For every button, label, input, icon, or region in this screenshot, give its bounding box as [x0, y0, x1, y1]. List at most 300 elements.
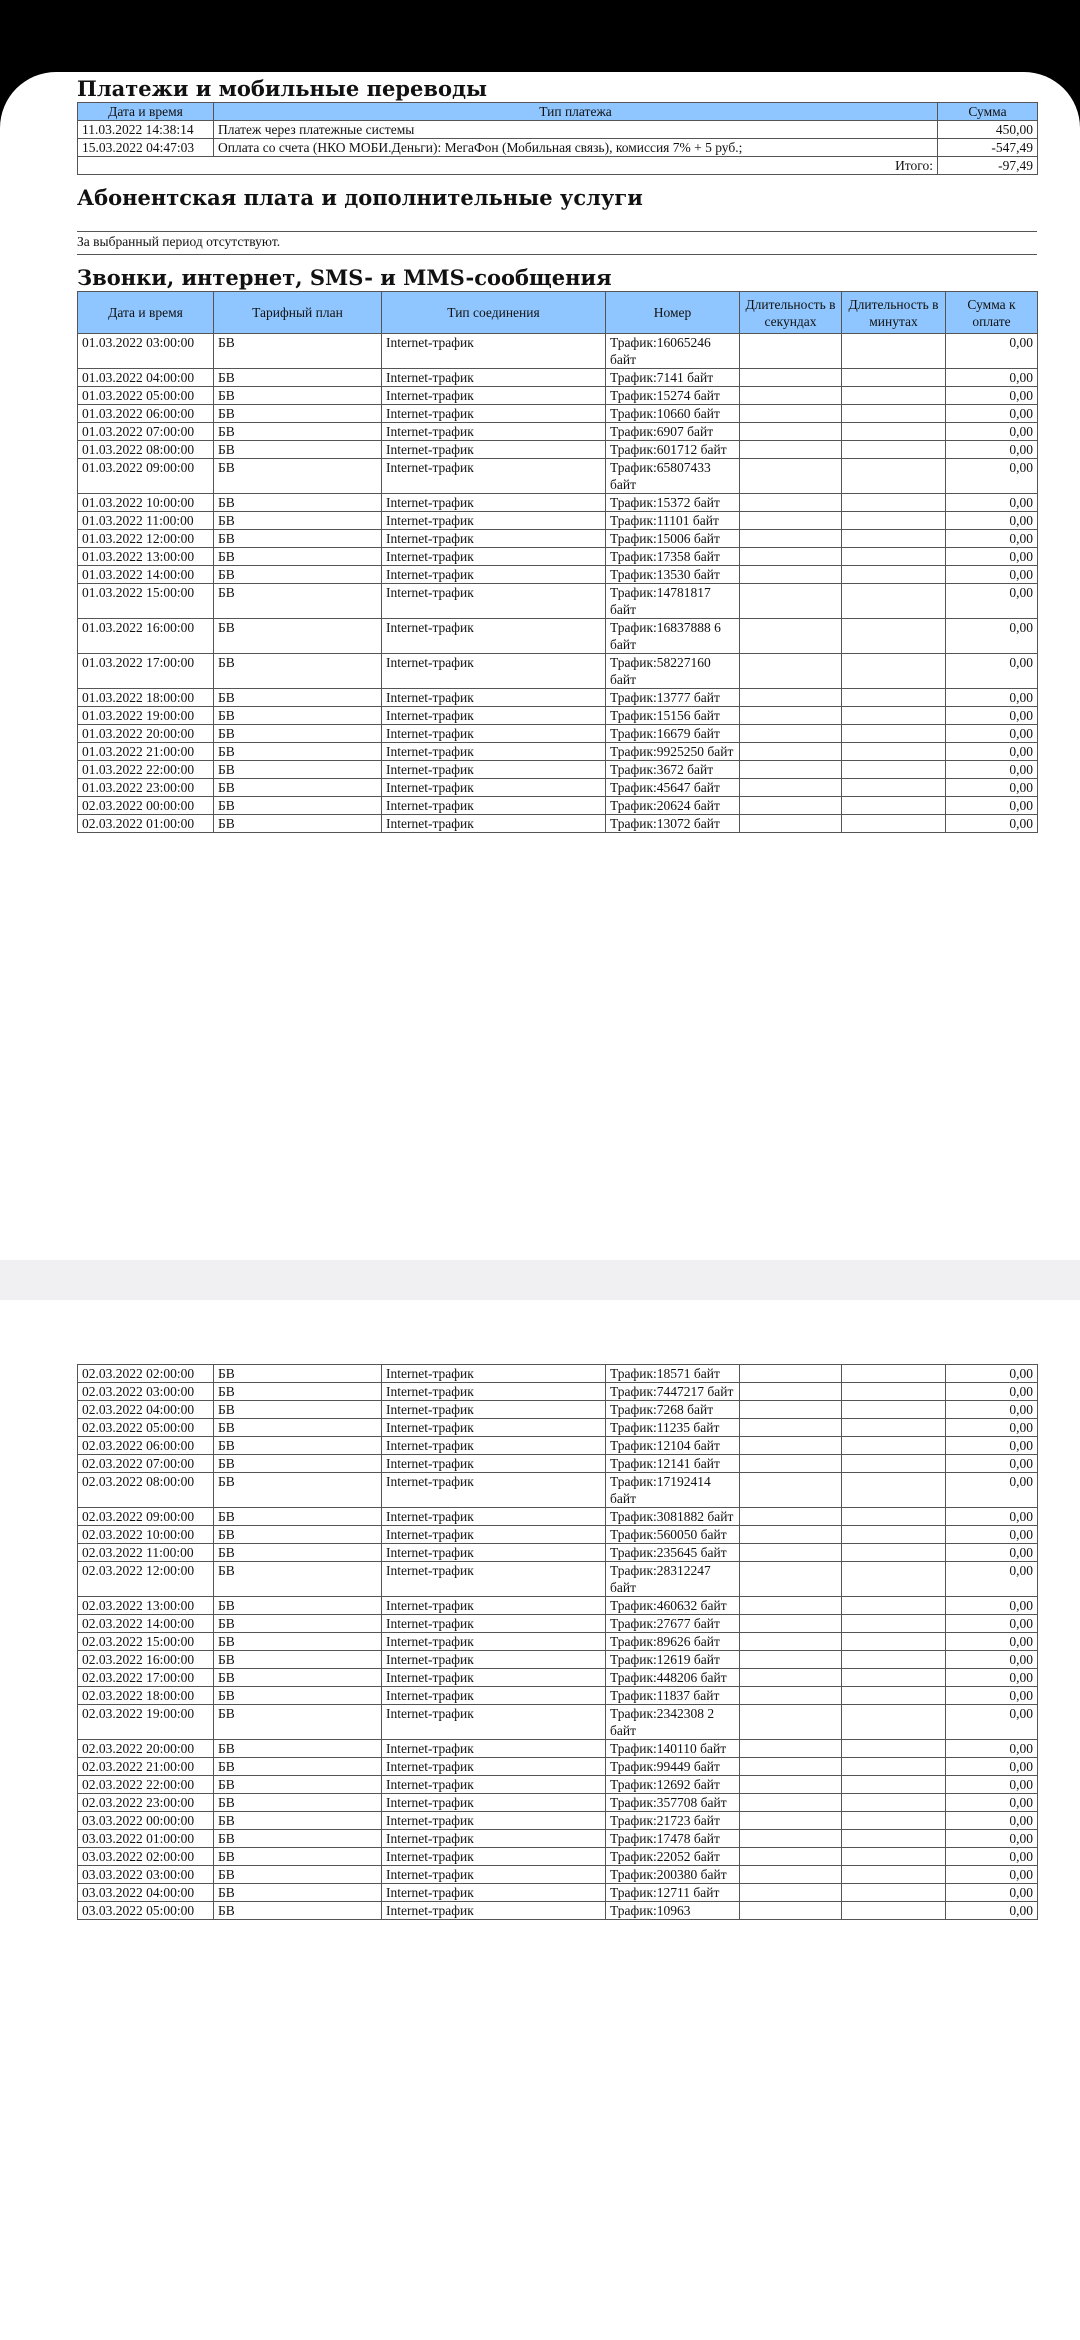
cell-number: Трафик:89626 байт	[606, 1633, 740, 1651]
table-row	[78, 530, 1038, 548]
payments-table	[77, 102, 1038, 175]
cell-amount-due: 0,00	[946, 1419, 1038, 1437]
cell-number: Трафик:18571 байт	[606, 1365, 740, 1383]
cell-connection-type: Internet-трафик	[382, 1669, 606, 1687]
table-row	[78, 441, 1038, 459]
table-row	[78, 689, 1038, 707]
cell-duration-minutes	[842, 1812, 946, 1830]
cell-duration-seconds	[740, 1633, 842, 1651]
cell-amount-due: 0,00	[946, 405, 1038, 423]
cell-connection-type: Internet-трафик	[382, 1687, 606, 1705]
cell-duration-minutes	[842, 743, 946, 761]
cell-tariff: БВ	[214, 1776, 382, 1794]
cell-amount-due: 0,00	[946, 1455, 1038, 1473]
calls-body-page-2	[78, 1365, 1038, 1920]
cell-datetime: 02.03.2022 07:00:00	[78, 1455, 214, 1473]
cell-duration-seconds	[740, 423, 842, 441]
cell-tariff: БВ	[214, 1812, 382, 1830]
cell-amount-due: 0,00	[946, 334, 1038, 369]
cell-amount-due: 0,00	[946, 1794, 1038, 1812]
cell-amount-due: 0,00	[946, 459, 1038, 494]
table-row	[78, 1651, 1038, 1669]
cell-connection-type: Internet-трафик	[382, 1794, 606, 1812]
cell-datetime: 01.03.2022 15:00:00	[78, 584, 214, 619]
cell-tariff: БВ	[214, 1830, 382, 1848]
cell-tariff: БВ	[214, 725, 382, 743]
table-row	[78, 1455, 1038, 1473]
cell-connection-type: Internet-трафик	[382, 619, 606, 654]
cell-datetime: 01.03.2022 19:00:00	[78, 707, 214, 725]
cell-datetime: 01.03.2022 18:00:00	[78, 689, 214, 707]
table-row	[78, 707, 1038, 725]
cell-tariff: БВ	[214, 1902, 382, 1920]
cell-duration-seconds	[740, 1437, 842, 1455]
cell-duration-seconds	[740, 334, 842, 369]
cell-connection-type: Internet-трафик	[382, 459, 606, 494]
cell-connection-type: Internet-трафик	[382, 494, 606, 512]
cell-amount-due: 0,00	[946, 1830, 1038, 1848]
cell-number: Трафик:357708 байт	[606, 1794, 740, 1812]
cell-connection-type: Internet-трафик	[382, 512, 606, 530]
table-row	[78, 139, 1038, 157]
cell-duration-minutes	[842, 405, 946, 423]
table-row	[78, 423, 1038, 441]
cell-duration-minutes	[842, 441, 946, 459]
cell-duration-minutes	[842, 584, 946, 619]
cell-tariff: БВ	[214, 1455, 382, 1473]
cell-tariff: БВ	[214, 743, 382, 761]
cell-duration-seconds	[740, 1669, 842, 1687]
cell-tariff: БВ	[214, 369, 382, 387]
cell-tariff: БВ	[214, 1848, 382, 1866]
cell-number: Трафик:27677 байт	[606, 1615, 740, 1633]
cell-number: Трафик:15156 байт	[606, 707, 740, 725]
cell-tariff: БВ	[214, 1526, 382, 1544]
cell-duration-minutes	[842, 1651, 946, 1669]
cell-duration-minutes	[842, 423, 946, 441]
cell-connection-type: Internet-трафик	[382, 1884, 606, 1902]
table-row	[78, 1615, 1038, 1633]
cell-amount-due: 0,00	[946, 1812, 1038, 1830]
table-row	[78, 334, 1038, 369]
header-duration-seconds: Длительность в секундах	[740, 292, 842, 334]
cell-number: Трафик:9925250 байт	[606, 743, 740, 761]
cell-number: Трафик:45647 байт	[606, 779, 740, 797]
cell-duration-seconds	[740, 654, 842, 689]
cell-duration-minutes	[842, 1884, 946, 1902]
cell-datetime: 01.03.2022 17:00:00	[78, 654, 214, 689]
cell-duration-seconds	[740, 707, 842, 725]
calls-body-page-1	[78, 334, 1038, 833]
cell-duration-seconds	[740, 619, 842, 654]
cell-datetime: 02.03.2022 05:00:00	[78, 1419, 214, 1437]
cell-duration-minutes	[842, 761, 946, 779]
cell-number: Трафик:12104 байт	[606, 1437, 740, 1455]
cell-connection-type: Internet-трафик	[382, 548, 606, 566]
cell-tariff: БВ	[214, 1687, 382, 1705]
cell-datetime: 03.03.2022 03:00:00	[78, 1866, 214, 1884]
cell-duration-seconds	[740, 566, 842, 584]
table-row	[78, 1758, 1038, 1776]
payment-type: Платеж через платежные системы	[214, 121, 938, 139]
cell-duration-minutes	[842, 1419, 946, 1437]
cell-duration-minutes	[842, 707, 946, 725]
header-datetime: Дата и время	[78, 292, 214, 334]
cell-datetime: 03.03.2022 02:00:00	[78, 1848, 214, 1866]
cell-datetime: 02.03.2022 02:00:00	[78, 1365, 214, 1383]
cell-duration-seconds	[740, 761, 842, 779]
cell-duration-seconds	[740, 459, 842, 494]
payment-date: 15.03.2022 04:47:03	[78, 139, 214, 157]
cell-duration-minutes	[842, 1758, 946, 1776]
cell-duration-seconds	[740, 1705, 842, 1740]
cell-number: Трафик:140110 байт	[606, 1740, 740, 1758]
cell-datetime: 02.03.2022 16:00:00	[78, 1651, 214, 1669]
cell-duration-minutes	[842, 1848, 946, 1866]
cell-connection-type: Internet-трафик	[382, 1830, 606, 1848]
cell-duration-minutes	[842, 1615, 946, 1633]
cell-datetime: 01.03.2022 04:00:00	[78, 369, 214, 387]
cell-duration-minutes	[842, 1455, 946, 1473]
table-row	[78, 584, 1038, 619]
cell-tariff: БВ	[214, 1669, 382, 1687]
cell-duration-seconds	[740, 1455, 842, 1473]
cell-connection-type: Internet-трафик	[382, 743, 606, 761]
cell-tariff: БВ	[214, 779, 382, 797]
payment-date: 11.03.2022 14:38:14	[78, 121, 214, 139]
cell-connection-type: Internet-трафик	[382, 1597, 606, 1615]
cell-datetime: 02.03.2022 14:00:00	[78, 1615, 214, 1633]
table-row	[78, 761, 1038, 779]
cell-amount-due: 0,00	[946, 1383, 1038, 1401]
cell-duration-seconds	[740, 1562, 842, 1597]
cell-datetime: 01.03.2022 21:00:00	[78, 743, 214, 761]
cell-datetime: 02.03.2022 03:00:00	[78, 1383, 214, 1401]
cell-datetime: 02.03.2022 17:00:00	[78, 1669, 214, 1687]
cell-number: Трафик:16065246 байт	[606, 334, 740, 369]
payment-type: Оплата со счета (НКО МОБИ.Деньги): МегаФон (Мобильная связь), комиссия 7% + 5 руб.;	[214, 139, 938, 157]
cell-number: Трафик:601712 байт	[606, 441, 740, 459]
cell-duration-minutes	[842, 689, 946, 707]
cell-number: Трафик:10963	[606, 1902, 740, 1920]
cell-connection-type: Internet-трафик	[382, 1562, 606, 1597]
cell-connection-type: Internet-трафик	[382, 441, 606, 459]
table-row	[78, 1812, 1038, 1830]
cell-number: Трафик:28312247 байт	[606, 1562, 740, 1597]
cell-duration-minutes	[842, 619, 946, 654]
cell-duration-seconds	[740, 1473, 842, 1508]
cell-amount-due: 0,00	[946, 441, 1038, 459]
cell-number: Трафик:200380 байт	[606, 1866, 740, 1884]
cell-amount-due: 0,00	[946, 654, 1038, 689]
cell-duration-minutes	[842, 1597, 946, 1615]
cell-duration-seconds	[740, 743, 842, 761]
cell-duration-minutes	[842, 1437, 946, 1455]
cell-connection-type: Internet-трафик	[382, 1776, 606, 1794]
cell-number: Трафик:20624 байт	[606, 797, 740, 815]
table-row	[78, 743, 1038, 761]
cell-duration-seconds	[740, 1884, 842, 1902]
cell-tariff: БВ	[214, 459, 382, 494]
cell-datetime: 03.03.2022 04:00:00	[78, 1884, 214, 1902]
table-row	[78, 459, 1038, 494]
cell-datetime: 02.03.2022 23:00:00	[78, 1794, 214, 1812]
cell-duration-minutes	[842, 566, 946, 584]
page-2-content	[77, 1364, 1037, 1920]
calls-title: Звонки, интернет, SMS- и MMS-сообщения	[77, 265, 612, 290]
cell-datetime: 01.03.2022 13:00:00	[78, 548, 214, 566]
cell-duration-seconds	[740, 1508, 842, 1526]
cell-datetime: 01.03.2022 23:00:00	[78, 779, 214, 797]
cell-duration-seconds	[740, 689, 842, 707]
cell-number: Трафик:15274 байт	[606, 387, 740, 405]
table-row	[78, 654, 1038, 689]
cell-amount-due: 0,00	[946, 1615, 1038, 1633]
cell-duration-seconds	[740, 1848, 842, 1866]
page-1-content	[77, 76, 1037, 833]
cell-duration-seconds	[740, 530, 842, 548]
cell-connection-type: Internet-трафик	[382, 1615, 606, 1633]
cell-duration-minutes	[842, 654, 946, 689]
header-tariff: Тарифный план	[214, 292, 382, 334]
cell-datetime: 02.03.2022 01:00:00	[78, 815, 214, 833]
subscription-title: Абонентская плата и дополнительные услуги	[77, 185, 643, 210]
cell-duration-minutes	[842, 1544, 946, 1562]
cell-connection-type: Internet-трафик	[382, 566, 606, 584]
cell-duration-minutes	[842, 1794, 946, 1812]
cell-amount-due: 0,00	[946, 1544, 1038, 1562]
cell-number: Трафик:2342308 2 байт	[606, 1705, 740, 1740]
cell-connection-type: Internet-трафик	[382, 1544, 606, 1562]
cell-number: Трафик:13530 байт	[606, 566, 740, 584]
cell-amount-due: 0,00	[946, 779, 1038, 797]
cell-duration-minutes	[842, 459, 946, 494]
cell-amount-due: 0,00	[946, 1866, 1038, 1884]
table-row	[78, 369, 1038, 387]
payment-amount: 450,00	[938, 121, 1038, 139]
cell-tariff: БВ	[214, 334, 382, 369]
cell-number: Трафик:14781817 байт	[606, 584, 740, 619]
cell-amount-due: 0,00	[946, 689, 1038, 707]
total-label: Итого:	[214, 157, 938, 175]
cell-number: Трафик:7141 байт	[606, 369, 740, 387]
cell-duration-seconds	[740, 1544, 842, 1562]
subscription-note: За выбранный период отсутствуют.	[77, 234, 281, 249]
cell-number: Трафик:16837888 6 байт	[606, 619, 740, 654]
cell-amount-due: 0,00	[946, 1597, 1038, 1615]
table-row	[78, 1365, 1038, 1383]
cell-duration-seconds	[740, 1615, 842, 1633]
table-row	[78, 566, 1038, 584]
cell-amount-due: 0,00	[946, 1776, 1038, 1794]
cell-amount-due: 0,00	[946, 423, 1038, 441]
table-row	[78, 494, 1038, 512]
cell-duration-seconds	[740, 1365, 842, 1383]
cell-amount-due: 0,00	[946, 566, 1038, 584]
cell-number: Трафик:17358 байт	[606, 548, 740, 566]
payments-title: Платежи и мобильные переводы	[77, 76, 488, 101]
table-row	[78, 779, 1038, 797]
cell-amount-due: 0,00	[946, 1758, 1038, 1776]
cell-duration-minutes	[842, 779, 946, 797]
divider	[77, 231, 1037, 232]
cell-tariff: БВ	[214, 441, 382, 459]
cell-number: Трафик:6907 байт	[606, 423, 740, 441]
cell-number: Трафик:22052 байт	[606, 1848, 740, 1866]
cell-tariff: БВ	[214, 1508, 382, 1526]
cell-amount-due: 0,00	[946, 584, 1038, 619]
cell-number: Трафик:16679 байт	[606, 725, 740, 743]
cell-connection-type: Internet-трафик	[382, 1740, 606, 1758]
cell-duration-seconds	[740, 1597, 842, 1615]
calls-table-page-2	[77, 1364, 1038, 1920]
cell-datetime: 01.03.2022 16:00:00	[78, 619, 214, 654]
cell-datetime: 01.03.2022 09:00:00	[78, 459, 214, 494]
cell-tariff: БВ	[214, 761, 382, 779]
cell-datetime: 01.03.2022 07:00:00	[78, 423, 214, 441]
cell-datetime: 01.03.2022 20:00:00	[78, 725, 214, 743]
cell-duration-seconds	[740, 405, 842, 423]
cell-duration-seconds	[740, 1419, 842, 1437]
cell-duration-seconds	[740, 1812, 842, 1830]
cell-amount-due: 0,00	[946, 707, 1038, 725]
table-row	[78, 725, 1038, 743]
table-row	[78, 1419, 1038, 1437]
cell-number: Трафик:11837 байт	[606, 1687, 740, 1705]
cell-tariff: БВ	[214, 584, 382, 619]
cell-connection-type: Internet-трафик	[382, 1365, 606, 1383]
cell-number: Трафик:12141 байт	[606, 1455, 740, 1473]
cell-tariff: БВ	[214, 1705, 382, 1740]
cell-duration-minutes	[842, 1401, 946, 1419]
cell-connection-type: Internet-трафик	[382, 1705, 606, 1740]
cell-datetime: 03.03.2022 05:00:00	[78, 1902, 214, 1920]
cell-datetime: 01.03.2022 14:00:00	[78, 566, 214, 584]
cell-duration-seconds	[740, 779, 842, 797]
cell-tariff: БВ	[214, 548, 382, 566]
cell-connection-type: Internet-трафик	[382, 1633, 606, 1651]
cell-datetime: 01.03.2022 10:00:00	[78, 494, 214, 512]
cell-duration-minutes	[842, 512, 946, 530]
header-amount: Сумма	[938, 103, 1038, 121]
cell-tariff: БВ	[214, 1794, 382, 1812]
cell-connection-type: Internet-трафик	[382, 654, 606, 689]
table-row	[78, 1848, 1038, 1866]
cell-tariff: БВ	[214, 1597, 382, 1615]
cell-number: Трафик:13777 байт	[606, 689, 740, 707]
cell-duration-seconds	[740, 797, 842, 815]
cell-duration-minutes	[842, 334, 946, 369]
cell-tariff: БВ	[214, 1383, 382, 1401]
cell-tariff: БВ	[214, 1740, 382, 1758]
cell-duration-seconds	[740, 584, 842, 619]
cell-duration-minutes	[842, 1562, 946, 1597]
header-date: Дата и время	[78, 103, 214, 121]
payment-amount: -547,49	[938, 139, 1038, 157]
cell-datetime: 01.03.2022 12:00:00	[78, 530, 214, 548]
cell-duration-minutes	[842, 1740, 946, 1758]
cell-datetime: 02.03.2022 09:00:00	[78, 1508, 214, 1526]
cell-amount-due: 0,00	[946, 1740, 1038, 1758]
table-row	[78, 1544, 1038, 1562]
cell-duration-minutes	[842, 725, 946, 743]
total-value: -97,49	[938, 157, 1038, 175]
divider	[77, 254, 1037, 255]
cell-datetime: 02.03.2022 15:00:00	[78, 1633, 214, 1651]
cell-duration-minutes	[842, 387, 946, 405]
header-amount-due: Сумма к оплате	[946, 292, 1038, 334]
cell-connection-type: Internet-трафик	[382, 725, 606, 743]
cell-tariff: БВ	[214, 1884, 382, 1902]
cell-amount-due: 0,00	[946, 1473, 1038, 1508]
cell-duration-seconds	[740, 1776, 842, 1794]
cell-duration-seconds	[740, 815, 842, 833]
statement-page-2	[0, 1300, 1080, 2340]
cell-datetime: 01.03.2022 05:00:00	[78, 387, 214, 405]
cell-number: Трафик:15006 байт	[606, 530, 740, 548]
cell-datetime: 02.03.2022 18:00:00	[78, 1687, 214, 1705]
cell-duration-seconds	[740, 512, 842, 530]
cell-datetime: 01.03.2022 03:00:00	[78, 334, 214, 369]
table-row	[78, 797, 1038, 815]
cell-tariff: БВ	[214, 654, 382, 689]
cell-tariff: БВ	[214, 619, 382, 654]
cell-duration-seconds	[740, 494, 842, 512]
cell-connection-type: Internet-трафик	[382, 1812, 606, 1830]
table-row	[78, 1776, 1038, 1794]
cell-connection-type: Internet-трафик	[382, 1848, 606, 1866]
table-row	[78, 121, 1038, 139]
cell-connection-type: Internet-трафик	[382, 1401, 606, 1419]
cell-duration-seconds	[740, 441, 842, 459]
cell-number: Трафик:17192414 байт	[606, 1473, 740, 1508]
cell-connection-type: Internet-трафик	[382, 334, 606, 369]
cell-datetime: 02.03.2022 20:00:00	[78, 1740, 214, 1758]
cell-number: Трафик:11101 байт	[606, 512, 740, 530]
payments-header-row	[78, 103, 1038, 121]
cell-number: Трафик:3081882 байт	[606, 1508, 740, 1526]
cell-duration-seconds	[740, 1526, 842, 1544]
cell-datetime: 02.03.2022 04:00:00	[78, 1401, 214, 1419]
cell-connection-type: Internet-трафик	[382, 423, 606, 441]
cell-number: Трафик:3672 байт	[606, 761, 740, 779]
cell-amount-due: 0,00	[946, 1365, 1038, 1383]
cell-connection-type: Internet-трафик	[382, 387, 606, 405]
cell-duration-seconds	[740, 1740, 842, 1758]
cell-duration-minutes	[842, 1776, 946, 1794]
cell-connection-type: Internet-трафик	[382, 405, 606, 423]
cell-duration-minutes	[842, 815, 946, 833]
cell-connection-type: Internet-трафик	[382, 1508, 606, 1526]
cell-connection-type: Internet-трафик	[382, 1383, 606, 1401]
cell-datetime: 01.03.2022 22:00:00	[78, 761, 214, 779]
table-row	[78, 548, 1038, 566]
cell-connection-type: Internet-трафик	[382, 761, 606, 779]
cell-amount-due: 0,00	[946, 1562, 1038, 1597]
cell-amount-due: 0,00	[946, 494, 1038, 512]
cell-duration-seconds	[740, 1758, 842, 1776]
cell-amount-due: 0,00	[946, 1902, 1038, 1920]
cell-amount-due: 0,00	[946, 815, 1038, 833]
table-row	[78, 1437, 1038, 1455]
table-row	[78, 1669, 1038, 1687]
cell-number: Трафик:65807433 байт	[606, 459, 740, 494]
cell-amount-due: 0,00	[946, 797, 1038, 815]
cell-amount-due: 0,00	[946, 1508, 1038, 1526]
cell-duration-minutes	[842, 1508, 946, 1526]
cell-amount-due: 0,00	[946, 1669, 1038, 1687]
cell-duration-minutes	[842, 1830, 946, 1848]
